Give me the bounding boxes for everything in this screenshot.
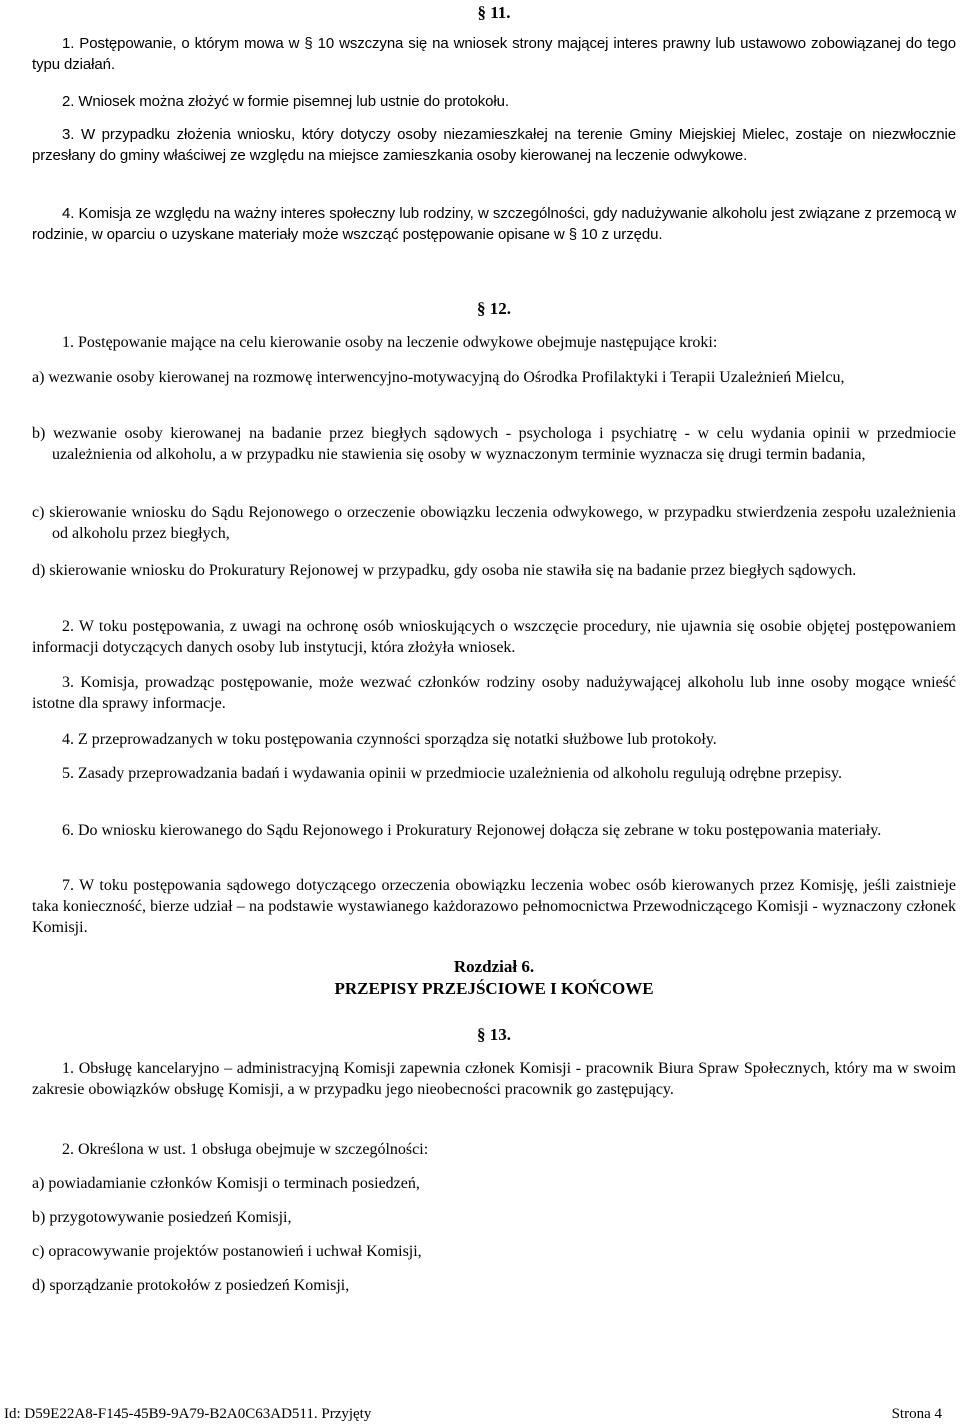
sec11-paragraph-4: 4. Komisja ze względu na ważny interes społeczny lub rodziny, w szczególności, gdy nadużywanie alkoholu jest związane z przemocą w rodzinie, w oparciu o uzyskane materiały może wszcząć postępowanie opisane w § 10 z urzędu.	[32, 205, 956, 243]
section-12-heading: § 12.	[477, 299, 511, 318]
sec12-paragraph-1: 1. Postępowanie mające na celu kierowanie osoby na leczenie odwykowe obejmuje następujące kroki:	[62, 334, 718, 351]
section-11-heading: § 11.	[477, 3, 511, 22]
sec12-paragraph-2: 2. W toku postępowania, z uwagi na ochronę osób wnioskujących o wszczęcie procedury, nie ujawnia się osobie objętej postępowaniem informacji dotyczących danych osoby lub instytucji, która złożyła wniosek.	[32, 618, 956, 656]
sec13-item-a: a) powiadamianie członków Komisji o terminach posiedzeń,	[32, 1175, 420, 1192]
page-number: Strona 4	[891, 1406, 942, 1422]
sec12-paragraph-4: 4. Z przeprowadzanych w toku postępowania czynności sporządza się notatki służbowe lub protokoły.	[62, 731, 717, 748]
chapter-number: Rozdział 6.	[453, 957, 535, 976]
sec12-item-b: b) wezwanie osoby kierowanej na badanie przez biegłych sądowych - psychologa i psychiatrę - w celu wydania opinii w przedmiocie uzależnienia od alkoholu, a w przypadku nie stawienia się osoby w wyznaczonym terminie wyznacza się drugi termin badania,	[32, 425, 956, 463]
sec13-paragraph-1: 1. Obsługę kancelaryjno – administracyjną Komisji zapewnia członek Komisji - pracownik Biura Spraw Społecznych, który ma w swoim zakresie obowiązków obsługę Komisji, a w przypadku jego nieobecności pracownik go zastępujący.	[32, 1060, 956, 1098]
sec11-paragraph-1: 1. Postępowanie, o którym mowa w § 10 wszczyna się na wniosek strony mającej interes prawny lub ustawowo zobowiązanej do tego typu działań.	[32, 35, 956, 73]
sec13-item-d: d) sporządzanie protokołów z posiedzeń Komisji,	[32, 1277, 350, 1294]
sec12-item-c: c) skierowanie wniosku do Sądu Rejonowego o orzeczenie obowiązku leczenia odwykowego, w przypadku stwierdzenia zespołu uzależnienia od alkoholu przez biegłych,	[32, 504, 956, 542]
sec11-paragraph-3: 3. W przypadku złożenia wniosku, który dotyczy osoby niezamieszkałej na terenie Gminy Miejskiej Mielec, zostaje on niezwłocznie przesłany do gminy właściwej ze względu na miejsce zamieszkania osoby kierowanej na leczenie odwykowe.	[32, 126, 956, 164]
sec13-item-b: b) przygotowywanie posiedzeń Komisji,	[32, 1209, 292, 1226]
sec12-paragraph-3: 3. Komisja, prowadząc postępowanie, może wezwać członków rodziny osoby nadużywającej alkoholu lub inne osoby mogące wnieść istotne dla sprawy informacje.	[32, 674, 956, 712]
sec12-paragraph-5: 5. Zasady przeprowadzania badań i wydawania opinii w przedmiocie uzależnienia od alkoholu regulują odrębne przepisy.	[62, 765, 842, 782]
sec13-paragraph-2: 2. Określona w ust. 1 obsługa obejmuje w szczególności:	[62, 1141, 429, 1158]
sec12-paragraph-6: 6. Do wniosku kierowanego do Sądu Rejonowego i Prokuratury Rejonowej dołącza się zebrane w toku postępowania materiały.	[62, 822, 882, 839]
sec12-paragraph-7: 7. W toku postępowania sądowego dotyczącego orzeczenia obowiązku leczenia wobec osób kierowanych przez Komisję, jeśli zaistnieje taka konieczność, bierze udział – na podstawie wystawianego każdorazowo pełnomocnictwa Przewodniczącego Komisji - wyznaczony członek Komisji.	[32, 877, 956, 936]
sec12-item-a: a) wezwanie osoby kierowanej na rozmowę interwencyjno-motywacyjną do Ośrodka Profilaktyki i Terapii Uzależnień Mielcu,	[32, 369, 845, 386]
sec11-paragraph-2: 2. Wniosek można złożyć w formie pisemnej lub ustnie do protokołu.	[62, 93, 509, 110]
section-13-heading: § 13.	[477, 1025, 511, 1044]
sec13-item-c: c) opracowywanie projektów postanowień i uchwał Komisji,	[32, 1243, 422, 1260]
page-footer	[4, 1404, 942, 1425]
document-id: Id: D59E22A8-F145-45B9-9A79-B2A0C63AD511. Przyjęty	[4, 1406, 372, 1422]
chapter-title: PRZEPISY PRZEJŚCIOWE I KOŃCOWE	[334, 979, 654, 998]
sec12-item-d: d) skierowanie wniosku do Prokuratury Rejonowej w przypadku, gdy osoba nie stawiła się na badanie przez biegłych sądowych.	[32, 562, 857, 579]
